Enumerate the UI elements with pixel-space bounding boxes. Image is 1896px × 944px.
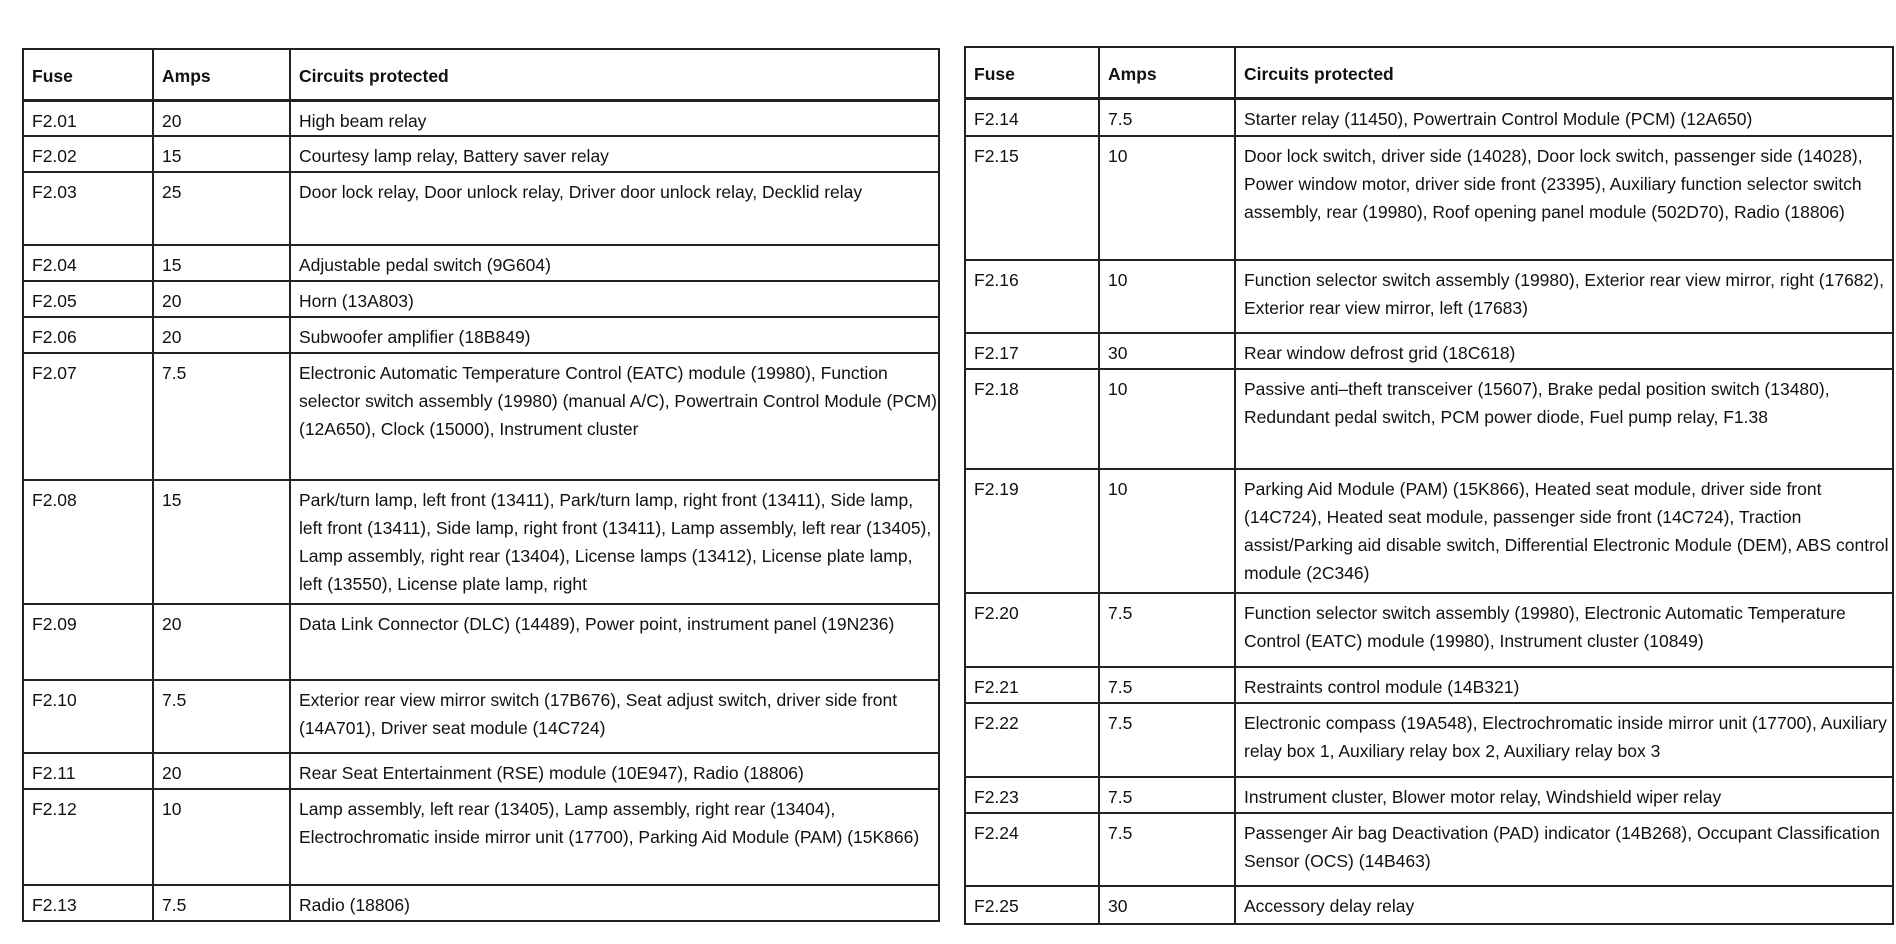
fuse-cell: F2.01 bbox=[23, 100, 153, 136]
fuse-cell: F2.04 bbox=[23, 245, 153, 281]
header-amps: Amps bbox=[153, 49, 290, 100]
fuse-cell: F2.23 bbox=[965, 777, 1099, 813]
header-fuse: Fuse bbox=[23, 49, 153, 100]
table-row bbox=[23, 353, 939, 480]
amps-cell: 10 bbox=[1099, 260, 1235, 333]
header-amps: Amps bbox=[1099, 47, 1235, 98]
fuse-cell: F2.22 bbox=[965, 703, 1099, 777]
fuse-cell: F2.12 bbox=[23, 789, 153, 885]
fuse-cell: F2.11 bbox=[23, 753, 153, 789]
circuits-cell: Starter relay (11450), Powertrain Control Module (PCM) (12A650) bbox=[1235, 98, 1893, 136]
amps-cell: 10 bbox=[153, 789, 290, 885]
table-row bbox=[965, 333, 1893, 369]
table-header-row bbox=[23, 49, 939, 100]
circuits-cell: Courtesy lamp relay, Battery saver relay bbox=[290, 136, 939, 172]
circuits-cell: High beam relay bbox=[290, 100, 939, 136]
table-row bbox=[965, 886, 1893, 924]
circuits-cell: Instrument cluster, Blower motor relay, Windshield wiper relay bbox=[1235, 777, 1893, 813]
circuits-cell: Horn (13A803) bbox=[290, 281, 939, 317]
fuse-cell: F2.15 bbox=[965, 136, 1099, 260]
fuse-cell: F2.10 bbox=[23, 680, 153, 753]
table-row bbox=[23, 100, 939, 136]
table-row bbox=[965, 667, 1893, 703]
fuse-cell: F2.24 bbox=[965, 813, 1099, 886]
fuse-cell: F2.09 bbox=[23, 604, 153, 680]
table-row bbox=[23, 317, 939, 353]
table-row bbox=[965, 777, 1893, 813]
circuits-cell: Radio (18806) bbox=[290, 885, 939, 921]
amps-cell: 7.5 bbox=[153, 353, 290, 480]
table-row bbox=[965, 469, 1893, 593]
circuits-cell: Electronic Automatic Temperature Control (EATC) module (19980), Function selector switch assembly (19980) (manual A/C), Powertrain Control Module (PCM) (12A650), Clock (15000), Instrument cluster bbox=[290, 353, 939, 480]
fuse-cell: F2.19 bbox=[965, 469, 1099, 593]
table-row bbox=[23, 680, 939, 753]
table-row bbox=[965, 369, 1893, 469]
fuse-cell: F2.08 bbox=[23, 480, 153, 604]
amps-cell: 20 bbox=[153, 100, 290, 136]
fuse-table-left bbox=[22, 48, 940, 922]
amps-cell: 10 bbox=[1099, 369, 1235, 469]
header-circuits: Circuits protected bbox=[290, 49, 939, 100]
circuits-cell: Accessory delay relay bbox=[1235, 886, 1893, 924]
table-row bbox=[965, 813, 1893, 886]
amps-cell: 7.5 bbox=[1099, 777, 1235, 813]
table-row bbox=[965, 98, 1893, 136]
fuse-cell: F2.02 bbox=[23, 136, 153, 172]
table-row bbox=[23, 753, 939, 789]
amps-cell: 30 bbox=[1099, 886, 1235, 924]
amps-cell: 15 bbox=[153, 136, 290, 172]
table-row bbox=[23, 604, 939, 680]
amps-cell: 7.5 bbox=[1099, 703, 1235, 777]
fuse-table-right bbox=[964, 46, 1894, 925]
amps-cell: 7.5 bbox=[153, 885, 290, 921]
amps-cell: 15 bbox=[153, 245, 290, 281]
amps-cell: 30 bbox=[1099, 333, 1235, 369]
circuits-cell: Rear Seat Entertainment (RSE) module (10E947), Radio (18806) bbox=[290, 753, 939, 789]
header-circuits: Circuits protected bbox=[1235, 47, 1893, 98]
amps-cell: 7.5 bbox=[1099, 593, 1235, 667]
fuse-cell: F2.17 bbox=[965, 333, 1099, 369]
fuse-cell: F2.07 bbox=[23, 353, 153, 480]
fuse-cell: F2.13 bbox=[23, 885, 153, 921]
circuits-cell: Door lock switch, driver side (14028), Door lock switch, passenger side (14028), Power window motor, driver side front (23395), Auxiliary function selector switch assembly, rear (19980), Roof opening panel module (502D70), Radio (18806) bbox=[1235, 136, 1893, 260]
table-row bbox=[23, 480, 939, 604]
table-row bbox=[965, 260, 1893, 333]
fuse-cell: F2.18 bbox=[965, 369, 1099, 469]
table-row bbox=[23, 245, 939, 281]
fuse-cell: F2.06 bbox=[23, 317, 153, 353]
amps-cell: 15 bbox=[153, 480, 290, 604]
amps-cell: 20 bbox=[153, 317, 290, 353]
circuits-cell: Passenger Air bag Deactivation (PAD) indicator (14B268), Occupant Classification Sensor (OCS) (14B463) bbox=[1235, 813, 1893, 886]
circuits-cell: Exterior rear view mirror switch (17B676), Seat adjust switch, driver side front (14A701), Driver seat module (14C724) bbox=[290, 680, 939, 753]
table-header-row bbox=[965, 47, 1893, 98]
amps-cell: 7.5 bbox=[153, 680, 290, 753]
amps-cell: 7.5 bbox=[1099, 98, 1235, 136]
header-fuse: Fuse bbox=[965, 47, 1099, 98]
amps-cell: 20 bbox=[153, 281, 290, 317]
table-row bbox=[23, 281, 939, 317]
table-row bbox=[965, 593, 1893, 667]
amps-cell: 25 bbox=[153, 172, 290, 245]
circuits-cell: Door lock relay, Door unlock relay, Driver door unlock relay, Decklid relay bbox=[290, 172, 939, 245]
circuits-cell: Electronic compass (19A548), Electrochromatic inside mirror unit (17700), Auxiliary relay box 1, Auxiliary relay box 2, Auxiliary relay box 3 bbox=[1235, 703, 1893, 777]
amps-cell: 7.5 bbox=[1099, 667, 1235, 703]
table-row bbox=[23, 136, 939, 172]
amps-cell: 20 bbox=[153, 753, 290, 789]
fuse-cell: F2.05 bbox=[23, 281, 153, 317]
circuits-cell: Data Link Connector (DLC) (14489), Power point, instrument panel (19N236) bbox=[290, 604, 939, 680]
fuse-cell: F2.03 bbox=[23, 172, 153, 245]
table-row bbox=[965, 136, 1893, 260]
amps-cell: 10 bbox=[1099, 469, 1235, 593]
table-row bbox=[23, 172, 939, 245]
table-row bbox=[965, 703, 1893, 777]
circuits-cell: Rear window defrost grid (18C618) bbox=[1235, 333, 1893, 369]
circuits-cell: Park/turn lamp, left front (13411), Park/turn lamp, right front (13411), Side lamp, left front (13411), Side lamp, right front (13411), Lamp assembly, left rear (13405), Lamp assembly, right rear (13404), License lamps (13412), License plate lamp, left (13550), License plate lamp, right bbox=[290, 480, 939, 604]
circuits-cell: Adjustable pedal switch (9G604) bbox=[290, 245, 939, 281]
circuits-cell: Function selector switch assembly (19980), Exterior rear view mirror, right (17682), Exterior rear view mirror, left (17683) bbox=[1235, 260, 1893, 333]
fuse-cell: F2.20 bbox=[965, 593, 1099, 667]
circuits-cell: Restraints control module (14B321) bbox=[1235, 667, 1893, 703]
circuits-cell: Subwoofer amplifier (18B849) bbox=[290, 317, 939, 353]
table-row bbox=[23, 885, 939, 921]
circuits-cell: Function selector switch assembly (19980), Electronic Automatic Temperature Control (EATC) module (19980), Instrument cluster (10849) bbox=[1235, 593, 1893, 667]
fuse-cell: F2.25 bbox=[965, 886, 1099, 924]
circuits-cell: Lamp assembly, left rear (13405), Lamp assembly, right rear (13404), Electrochromatic inside mirror unit (17700), Parking Aid Module (PAM) (15K866) bbox=[290, 789, 939, 885]
fuse-cell: F2.16 bbox=[965, 260, 1099, 333]
fuse-cell: F2.14 bbox=[965, 98, 1099, 136]
amps-cell: 10 bbox=[1099, 136, 1235, 260]
fuse-cell: F2.21 bbox=[965, 667, 1099, 703]
table-row bbox=[23, 789, 939, 885]
amps-cell: 7.5 bbox=[1099, 813, 1235, 886]
amps-cell: 20 bbox=[153, 604, 290, 680]
circuits-cell: Parking Aid Module (PAM) (15K866), Heated seat module, driver side front (14C724), Heated seat module, passenger side front (14C724), Traction assist/Parking aid disable switch, Differential Electronic Module (DEM), ABS control module (2C346) bbox=[1235, 469, 1893, 593]
circuits-cell: Passive anti–theft transceiver (15607), Brake pedal position switch (13480), Redundant pedal switch, PCM power diode, Fuel pump relay, F1.38 bbox=[1235, 369, 1893, 469]
